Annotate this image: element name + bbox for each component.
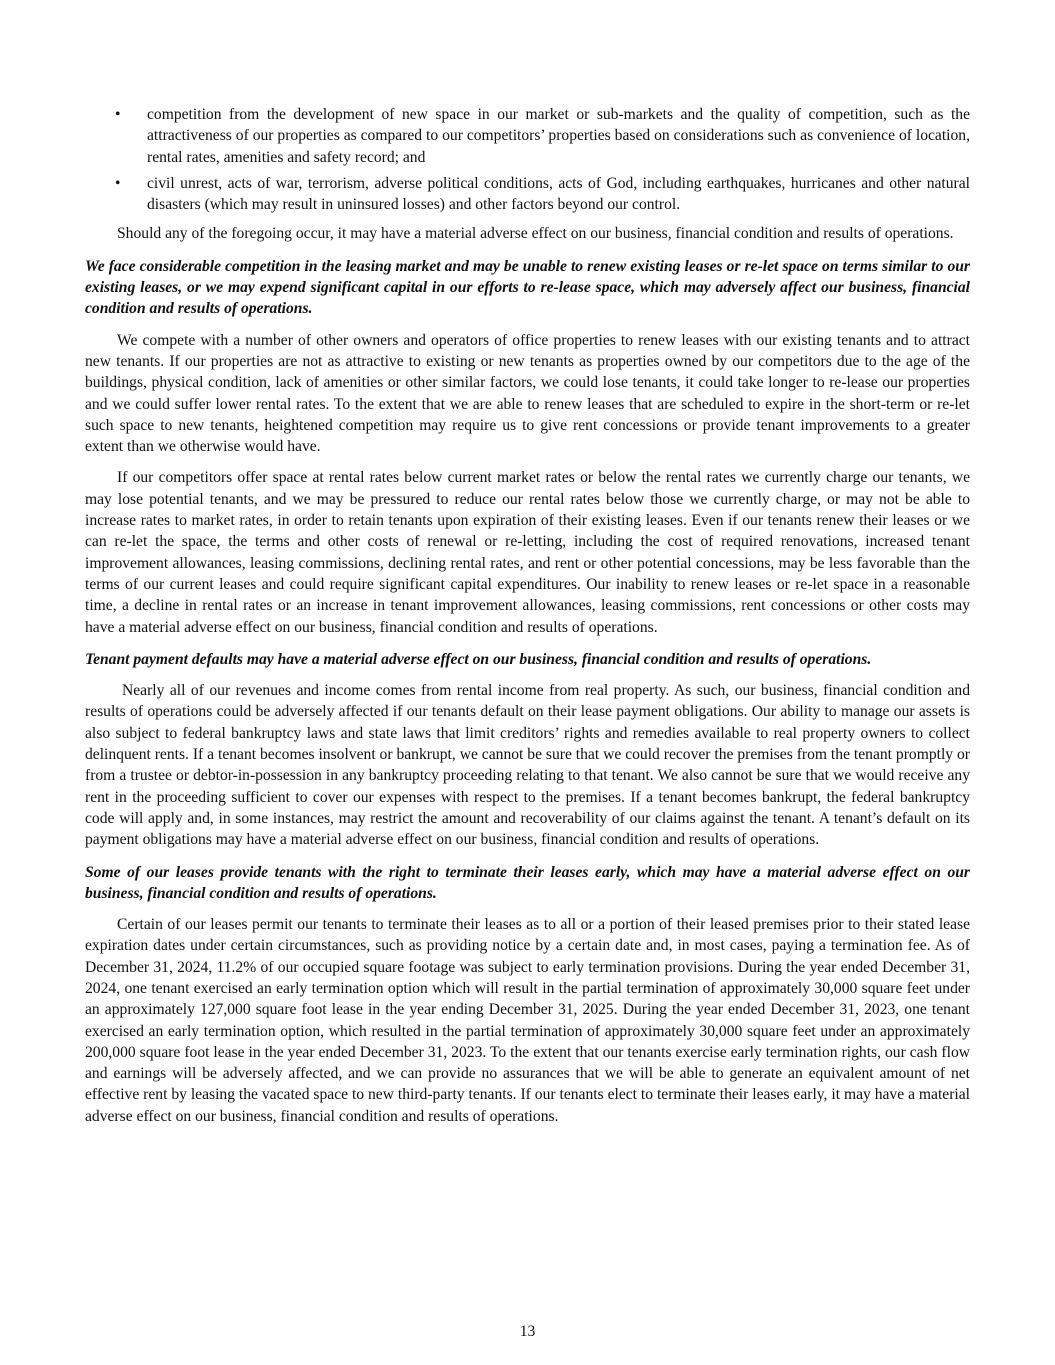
body-paragraph: If our competitors offer space at rental rates below current market rates or below the rental rates we currently charge our tenants, we may lose potential tenants, and we may be pressured to reduce our rental rates below those we currently charge, or may not be able to increase rates to market rates, in order to retain tenants upon expiration of their existing leases. Even if our tenants renew their leases or we can re-let the space, the terms and other costs of renewal or re-letting, including the cost of required renovations, increased tenant improvement allowances, leasing commissions, declining rental rates, and rent or other potential concessions, may be less favorable than the terms of our current leases and could require significant capital expenditures. Our inability to renew leases or re-let space in a reasonable time, a decline in rental rates or an increase in tenant improvement allowances, leasing commissions, rent concessions or other costs may have a material adverse effect on our business, financial condition and results of operations. — [85, 469, 970, 636]
body-paragraph: Certain of our leases permit our tenants to terminate their leases as to all or a portion of their leased premises prior to their stated lease expiration dates under certain circumstances, such as providing notice by a certain date and, in most cases, paying a termination fee. As of December 31, 2024, 11.2% of our occupied square footage was subject to early termination provisions. During the year ended December 31, 2024, one tenant exercised an early termination option which will result in the partial termination of approximately 30,000 square feet under an approximately 127,000 square foot lease in the year ending December 31, 2025. During the year ended December 31, 2023, one tenant exercised an early termination option, which resulted in the partial termination of approximately 30,000 square feet under an approximately 200,000 square foot lease in the year ended December 31, 2023. To the extent that our tenants exercise early termination rights, our cash flow and earnings will be adversely affected, and we can provide no assurances that we will be able to generate an equivalent amount of net effective rent by leasing the vacated space to new third-party tenants. If our tenants elect to terminate their leases early, it may have a material adverse effect on our business, financial condition and results of operations. — [85, 916, 970, 1125]
bullet-item — [85, 104, 970, 168]
section-heading: Some of our leases provide tenants with the right to terminate their leases early, which may have a material adverse effect on our business, financial condition and results of operations. — [85, 863, 970, 902]
bullet-icon: • — [115, 174, 121, 192]
body-paragraph: We compete with a number of other owners and operators of office properties to renew leases with our existing tenants and to attract new tenants. If our properties are not as attractive to existing or new tenants as properties owned by our competitors due to the age of the buildings, physical condition, lack of amenities or other similar factors, we could lose tenants, it could take longer to re-lease our properties and we could suffer lower rental rates. To the extent that we are able to renew leases that are scheduled to expire in the short-term or re-let such space to new tenants, heightened competition may require us to give rent concessions or provide tenant improvements to a greater extent than we otherwise would have. — [85, 331, 970, 456]
section-tenant-defaults — [85, 649, 970, 851]
bullet-icon: • — [115, 106, 121, 123]
document-page — [85, 104, 970, 1127]
bullet-item — [85, 173, 970, 216]
section-early-termination — [85, 862, 970, 1128]
page-number: 13 — [519, 1323, 536, 1340]
risk-factor-bullet-list — [85, 104, 970, 215]
section-heading: Tenant payment defaults may have a material adverse effect on our business, financial condition and results of operations. — [85, 650, 872, 668]
intro-paragraph: Should any of the foregoing occur, it may have a material adverse effect on our business, financial condition and results of operations. — [117, 225, 954, 243]
section-leasing-competition — [85, 256, 970, 638]
section-heading: We face considerable competition in the leasing market and may be unable to renew existing leases or re-let space on terms similar to our existing leases, or we may expend significant capital in our efforts to re-lease space, which may adversely affect our business, financial condition and results of operations. — [85, 257, 970, 318]
bullet-text: civil unrest, acts of war, terrorism, adverse political conditions, acts of God, including earthquakes, hurricanes and other natural disasters (which may result in uninsured losses) and other factors beyond our control. — [147, 174, 970, 214]
body-paragraph: Nearly all of our revenues and income comes from rental income from real property. As such, our business, financial condition and results of operations could be adversely affected if our tenants default on their lease payment obligations. Our ability to manage our assets is also subject to federal bankruptcy laws and state laws that limit creditors’ rights and remedies available to real property owners to collect delinquent rents. If a tenant becomes insolvent or bankrupt, we cannot be sure that we could recover the premises from the tenant promptly or from a trustee or debtor-in-possession in any bankruptcy proceeding relating to that tenant. We also cannot be sure that we would receive any rent in the proceeding sufficient to cover our expenses with respect to the premises. If a tenant becomes bankrupt, the federal bankruptcy code will apply and, in some instances, may restrict the amount and recoverability of our claims against the tenant. A tenant’s default on its payment obligations may have a material adverse effect on our business, financial condition and results of operations. — [85, 682, 970, 849]
bullet-text: competition from the development of new space in our market or sub-markets and the quality of competition, such as the attractiveness of our properties as compared to our competitors’ properties based on considerations such as convenience of location, rental rates, amenities and safety record; and — [147, 106, 970, 166]
